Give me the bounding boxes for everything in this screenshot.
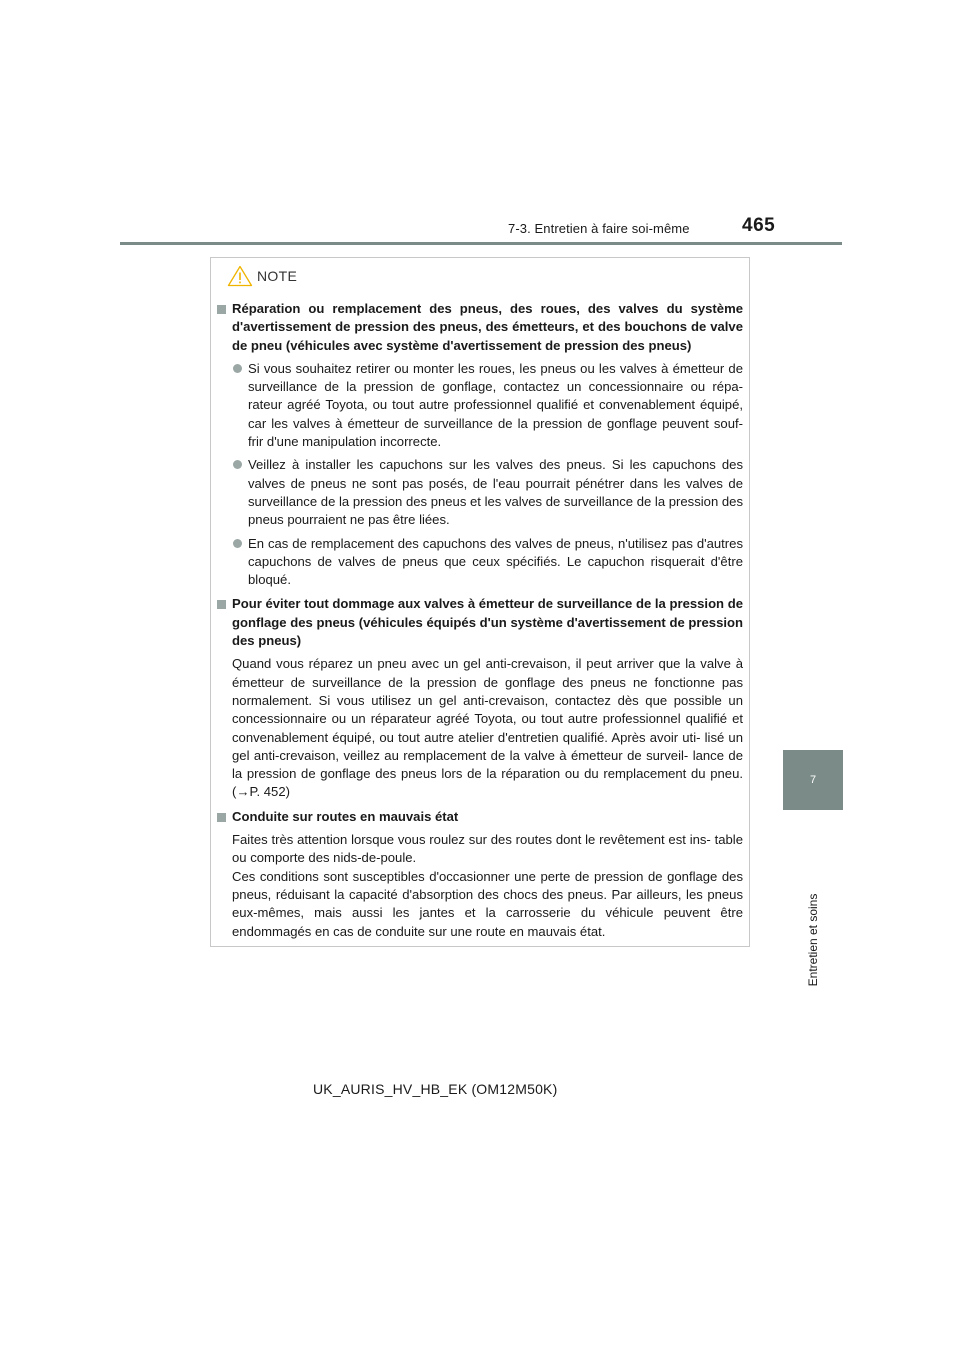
note-header (227, 265, 297, 287)
section-paragraph (232, 655, 743, 801)
bullet-text: En cas de remplacement des capuchons des valves de pneus, n'utilisez pas d'autres capuchons de valves de pneus que ceux spécifiés. Le capuchon risquerait d'être bloqué. (248, 535, 743, 588)
chapter-label-text: Entretien et soins (806, 893, 820, 987)
note-section (217, 595, 743, 801)
note-title: NOTE (257, 268, 298, 284)
section-square-marker (217, 600, 226, 609)
section-title: Réparation ou remplacement des pneus, des roues, des valves du système d'avertissement de pression des pneus, des émetteurs, et des bouchons de valve de pneu (véhicules avec système d'avertissement de pression des pneus) (232, 301, 743, 353)
page-number: 465 (742, 215, 776, 236)
bullet-text: Si vous souhaitez retirer ou monter les roues, les pneus ou les valves à émetteur de surveillance de la pression de gonflage, contactez un concessionnaire ou répa- rateur agréé Toyota, ou tout autre professionnel qualifié et convenablement équipé, car les valves à émetteur de surveillance de la pression de gonflage peuvent souf- frir d'une manipulation incorrecte. (248, 360, 743, 450)
bullet-dot (233, 460, 242, 469)
section-paragraph (232, 831, 743, 941)
section-square-marker (217, 813, 226, 822)
note-box (210, 257, 750, 947)
chapter-side-label (803, 893, 823, 987)
note-body (217, 300, 743, 947)
bullet-item (232, 456, 743, 529)
bullet-dot (233, 364, 242, 373)
paragraph-text: Quand vous réparez un pneu avec un gel anti-crevaison, il peut arriver que la valve à émetteur de surveillance de la pression de gonflage des pneus ne fonctionne pas normalement. Si vous utilisez un gel anti-crevaison, contactez dès que possible un concessionnaire ou un réparateur agréé Toyota, ou tout autre professionnel qualifié et convenablement équipé, ou tout autre atelier d'entretien qualifié. Après avoir uti- lisé un gel anti-crevaison, veillez au remplacement de la valve à émetteur de surveil- lance de la pression de gonflage des pneus lors de la réparation ou du remplacement du pneu. (232, 656, 743, 782)
manual-code-footer: UK_AURIS_HV_HB_EK (OM12M50K) (313, 1081, 558, 1097)
section-square-marker (217, 305, 226, 314)
chapter-tab[interactable]: 7 (783, 750, 843, 810)
page-cross-reference[interactable]: (→P. 452) (232, 784, 290, 800)
header-section-title: 7-3. Entretien à faire soi-même (508, 221, 690, 236)
section-title: Conduite sur routes en mauvais état (232, 808, 459, 824)
section-title: Pour éviter tout dommage aux valves à émetteur de surveillance de la pression de gonflage des pneus (véhicules équipés d'un système d'avertissement de pression des pneus) (232, 596, 743, 649)
warning-triangle-icon (227, 265, 253, 287)
bullet-dot (233, 539, 242, 548)
bullet-text: Veillez à installer les capuchons sur les valves des pneus. Si les capuchons des valves de pneus ne sont pas posés, de l'eau pourrait pénétrer dans les valves de surveillance de la pression des pneus et les valves de surveillance de la pression des pneus pourraient ne pas être liées. (248, 457, 743, 528)
paragraph-line: Faites très attention lorsque vous roulez sur des routes dont le revêtement est ins- table ou comporte des nids-de-poule. (232, 832, 743, 866)
note-section (217, 808, 743, 941)
header-rule (120, 242, 842, 245)
paragraph-line: Ces conditions sont susceptibles d'occasionner une perte de pression de gonflage des pneus, réduisant la capacité d'absorption des chocs des pneus. Par ailleurs, les pneus eux-mêmes, mais aussi les jantes et la carrosserie du véhicule peuvent être endommagés en cas de conduite sur une route en mauvais état. (232, 868, 743, 939)
bullet-item (232, 535, 743, 590)
bullet-item (232, 360, 743, 451)
note-section (217, 300, 743, 589)
